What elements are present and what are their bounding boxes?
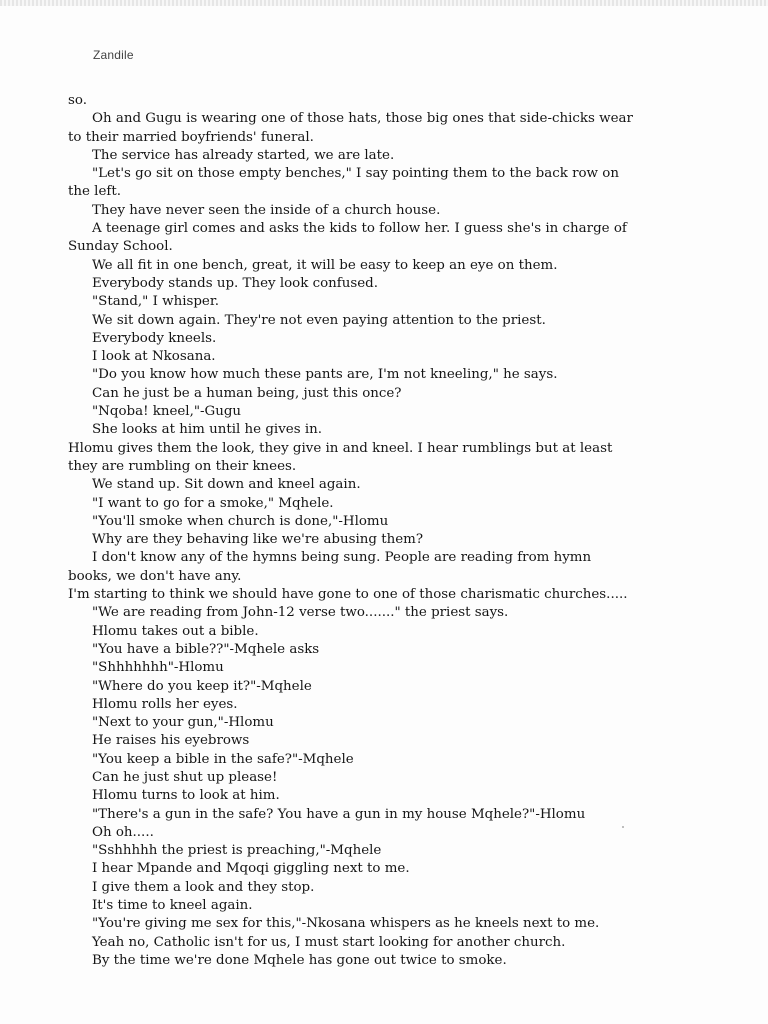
text-line: Hlomu takes out a bible.: [92, 623, 259, 639]
text-line: the left.: [68, 184, 121, 200]
text-line: Oh and Gugu is wearing one of those hats, those big ones that side-chicks wear: [92, 111, 633, 127]
text-line: Hlomu gives them the look, they give in and kneel. I hear rumblings but at least: [68, 440, 613, 456]
text-line: She looks at him until he gives in.: [92, 422, 323, 438]
text-line: Hlomu rolls her eyes.: [92, 696, 238, 712]
text-line: We sit down again. They're not even paying attention to the priest.: [92, 312, 546, 328]
text-line: Everybody kneels.: [92, 330, 217, 346]
text-line: "You have a bible??"-Mqhele asks: [92, 641, 320, 657]
text-line: Why are they behaving like we're abusing them?: [92, 532, 424, 548]
text-line: Sunday School.: [68, 239, 173, 255]
page-header-author: Zandile: [93, 48, 134, 62]
text-line: "Shhhhhhh"-Hlomu: [92, 660, 224, 676]
text-line: Oh oh.....: [92, 824, 154, 840]
text-line: I give them a look and they stop.: [92, 879, 315, 895]
text-line: "Do you know how much these pants are, I'm not kneeling," he says.: [92, 367, 558, 383]
text-line: By the time we're done Mqhele has gone out twice to smoke.: [92, 952, 507, 968]
text-line: they are rumbling on their knees.: [68, 458, 297, 474]
text-line: "You'll smoke when church is done,"-Hlomu: [92, 513, 389, 529]
story-text: [68, 92, 688, 970]
text-line: Everybody stands up. They look confused.: [92, 275, 378, 291]
text-line: "You're giving me sex for this,"-Nkosana whispers as he kneels next to me.: [92, 916, 600, 932]
text-line: I don't know any of the hymns being sung. People are reading from hymn: [92, 550, 592, 566]
text-line: We all fit in one bench, great, it will be easy to keep an eye on them.: [92, 257, 558, 273]
text-line: "You keep a bible in the safe?"-Mqhele: [92, 751, 354, 767]
text-line: We stand up. Sit down and kneel again.: [92, 477, 361, 493]
text-line: The service has already started, we are late.: [92, 147, 395, 163]
scan-top-edge: [0, 0, 768, 6]
text-line: Hlomu turns to look at him.: [92, 788, 280, 804]
text-line: He raises his eyebrows: [92, 733, 250, 749]
text-line: A teenage girl comes and asks the kids to follow her. I guess she's in charge of: [92, 221, 627, 237]
text-line: Yeah no, Catholic isn't for us, I must start looking for another church.: [92, 934, 566, 950]
text-line: "Next to your gun,"-Hlomu: [92, 715, 274, 731]
text-line: "Sshhhhh the priest is preaching,"-Mqhele: [92, 843, 382, 859]
text-line: "Where do you keep it?"-Mqhele: [92, 678, 312, 694]
text-line: books, we don't have any.: [68, 568, 242, 584]
text-line: "We are reading from John-12 verse two......." the priest says.: [92, 605, 509, 621]
text-line: I'm starting to think we should have gone to one of those charismatic churches.....: [68, 587, 628, 603]
text-line: "Stand," I whisper.: [92, 294, 220, 310]
text-line: Can he just be a human being, just this once?: [92, 385, 402, 401]
text-line: Can he just shut up please!: [92, 769, 278, 785]
text-line: so.: [68, 93, 87, 108]
text-line: to their married boyfriends' funeral.: [68, 129, 314, 145]
text-line: I look at Nkosana.: [92, 349, 216, 365]
text-line: "Let's go sit on those empty benches," I say pointing them to the back row on: [92, 166, 619, 182]
text-line: "There's a gun in the safe? You have a gun in my house Mqhele?"-Hlomu: [92, 806, 586, 822]
text-line: I hear Mpande and Mqoqi giggling next to me.: [92, 861, 410, 877]
text-line: "Nqoba! kneel,"-Gugu: [92, 404, 242, 420]
text-line: "I want to go for a smoke," Mqhele.: [92, 495, 334, 511]
text-line: They have never seen the inside of a church house.: [92, 202, 441, 218]
scan-speck: [622, 826, 624, 828]
text-line: It's time to kneel again.: [92, 898, 253, 914]
